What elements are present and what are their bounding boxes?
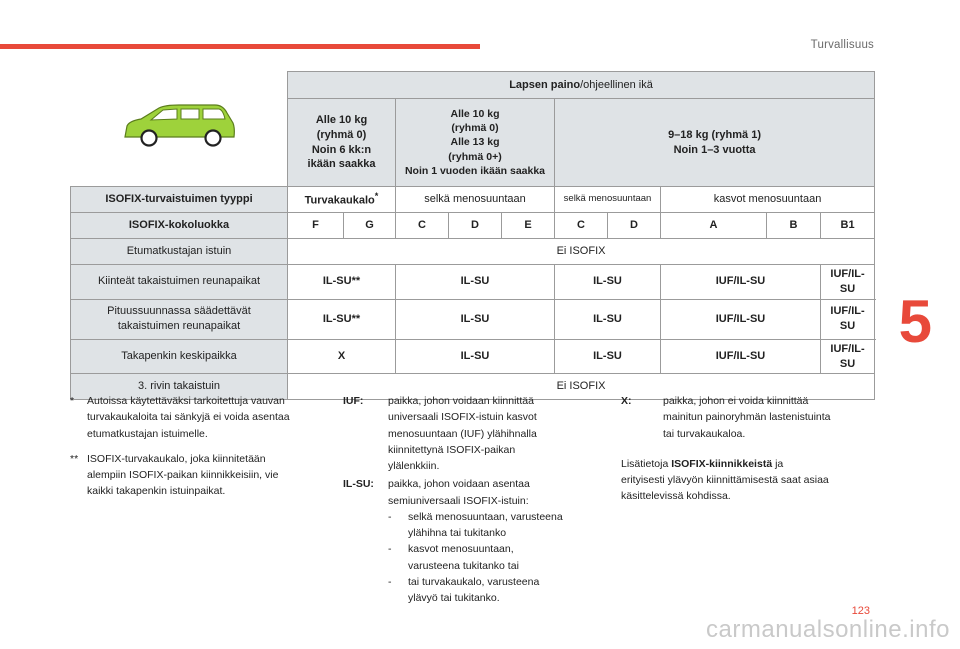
weight-group-line: 9–18 kg (ryhmä 1) (668, 128, 761, 141)
weight-group-line: (ryhmä 0) (316, 128, 367, 141)
seat-label: Kiinteät takaistuimen reunapaikat (71, 265, 288, 300)
footnote-line: alempiin ISOFIX-paikan kiinnikkeisiin, vie (87, 469, 279, 482)
legend-line: tai turvakaukaloa. (663, 427, 746, 440)
legend-line: ylähihna tai tukitanko (408, 527, 507, 540)
size-cell: C (396, 213, 449, 239)
size-cell: D (608, 213, 661, 239)
legend-ilsu-label: IL-SU: (343, 478, 374, 491)
size-cell: D (449, 213, 502, 239)
seat-value: IL-SU (555, 299, 661, 339)
type-carrycot-mark: * (374, 191, 379, 202)
seat-value: IL-SU (396, 339, 555, 374)
size-cell: C (555, 213, 608, 239)
footnote-line: etumatkustajan istuimelle. (87, 427, 208, 440)
seat-label-line: takaistuimen reunapaikat (117, 320, 241, 333)
size-row-label: ISOFIX-kokoluokka (71, 213, 288, 239)
section-title: Turvallisuus (810, 39, 874, 51)
more-info (621, 456, 866, 505)
size-cell: B (767, 213, 821, 239)
footnote-line: ISOFIX-turvakaukalo, joka kiinnitetään (87, 452, 266, 465)
legend-line: kiinnitettynä ISOFIX-paikan (388, 443, 516, 456)
watermark: carmanualsonline.info (706, 616, 950, 643)
car-illustration-cell (71, 72, 288, 187)
type-carrycot-text: Turvakaukalo (304, 194, 375, 207)
page-number: 123 (851, 605, 870, 617)
weight-group-line: Alle 10 kg (315, 113, 368, 126)
more-info-bold: ISOFIX-kiinnikkeistä (671, 457, 773, 470)
footnote-1-mark: * (70, 395, 75, 407)
legend-line: selkä menosuuntaan, varusteena (408, 510, 563, 523)
weight-group-2 (555, 99, 875, 187)
top-accent-bar (0, 44, 480, 49)
seat-label (71, 299, 288, 339)
size-cell: G (344, 213, 396, 239)
seat-value: IUF/IL-SU (661, 299, 821, 339)
seat-value: IUF/IL-SU (821, 265, 875, 300)
legend-line: paikka, johon ei voida kiinnittää (663, 395, 809, 407)
more-info-post: ja (772, 457, 784, 470)
seat-value: IL-SU (396, 299, 555, 339)
weight-header (288, 72, 875, 99)
legend-middle (343, 393, 598, 606)
seat-label-line: Pituussuunnassa säädettävät (107, 305, 251, 318)
footnote-2 (70, 451, 330, 500)
car-icon (119, 101, 239, 151)
type-rear-facing-1: selkä menosuuntaan (396, 187, 555, 213)
weight-header-rest: /ohjeellinen ikä (580, 78, 653, 91)
legend-line: mainitun painoryhmän lastenistuinta (663, 411, 831, 424)
isofix-table (70, 71, 875, 400)
legend-ilsu (343, 476, 598, 606)
seat-label: Etumatkustajan istuin (71, 239, 288, 265)
footnote-2-mark: ** (70, 452, 79, 465)
seat-value-span: Ei ISOFIX (288, 239, 875, 265)
footnote-line: turvakaukaloita tai sänkyjä ei voida asentaa (87, 411, 290, 424)
legend-line: ylävyö tai tukitanko. (408, 592, 500, 605)
weight-group-line: Noin 1–3 vuotta (673, 143, 756, 156)
dash-marker: - (388, 575, 392, 588)
legend-line: tai turvakaukalo, varusteena (408, 575, 540, 588)
legend-line: paikka, johon voidaan kiinnittää (388, 395, 534, 407)
legend-line: ylälenkkiin. (388, 460, 440, 473)
weight-group-line: Noin 1 vuoden ikään saakka (404, 164, 546, 177)
more-info-line (621, 456, 866, 472)
size-cell: B1 (821, 213, 875, 239)
weight-group-line: (ryhmä 0+) (448, 150, 502, 163)
seat-value: IUF/IL-SU (821, 339, 875, 374)
more-info-line: erityisesti ylävyön kiinnittämisestä saat asiaa (621, 474, 829, 487)
legend-iuf-label: IUF: (343, 395, 364, 407)
seat-label: Takapenkin keskipaikka (71, 339, 288, 374)
seat-value: X (288, 339, 396, 374)
weight-group-0 (288, 99, 396, 187)
seat-label: 3. rivin takaistuin (71, 374, 288, 400)
legend-line: paikka, johon voidaan asentaa (388, 478, 530, 491)
weight-group-line: ikään saakka (307, 158, 376, 171)
size-cell: F (288, 213, 344, 239)
weight-group-1 (396, 99, 555, 187)
type-carrycot (288, 187, 396, 213)
seat-value: IL-SU (555, 339, 661, 374)
legend-x-label: X: (621, 395, 632, 407)
dash-marker: - (388, 543, 392, 556)
seat-value: IUF/IL-SU (661, 339, 821, 374)
legend-right (621, 393, 866, 505)
footnotes (70, 393, 330, 500)
dash-marker: - (388, 510, 392, 523)
legend-iuf (343, 393, 598, 474)
weight-group-line: Noin 6 kk:n (311, 143, 372, 156)
legend-line: menosuuntaan (IUF) ylähihnalla (388, 427, 537, 440)
size-cell: A (661, 213, 767, 239)
legend-line: semiuniversaali ISOFIX-istuin: (388, 494, 529, 507)
seat-value-span: Ei ISOFIX (288, 374, 875, 400)
type-forward-facing: kasvot menosuuntaan (661, 187, 875, 213)
legend-ilsu-item (388, 574, 598, 607)
footnote-1 (70, 393, 330, 442)
legend-line: universaali ISOFIX-istuin kasvot (388, 411, 537, 424)
more-info-pre: Lisätietoja (621, 457, 672, 470)
legend-x (621, 393, 866, 442)
footnote-line: Autoissa käytettäväksi tarkoitettuja vauvan (87, 395, 285, 407)
seat-value: IL-SU (555, 265, 661, 300)
seat-value: IL-SU (396, 265, 555, 300)
footnote-line: kaikki takapenkin istuinpaikat. (87, 485, 226, 498)
legend-ilsu-item (388, 509, 598, 542)
weight-group-line: Alle 10 kg (450, 108, 500, 121)
legend-line: kasvot menosuuntaan, (408, 543, 514, 556)
type-row-label: ISOFIX-turvaistuimen tyyppi (71, 187, 288, 213)
type-rear-facing-2: selkä menosuuntaan (555, 187, 661, 213)
weight-group-line: Alle 13 kg (450, 136, 500, 149)
legend-ilsu-item (388, 541, 598, 574)
more-info-line: käsittelevissä kohdissa. (621, 490, 731, 503)
weight-group-line: (ryhmä 0) (451, 122, 499, 135)
legend-line: varusteena tukitanko tai (408, 559, 519, 572)
size-cell: E (502, 213, 555, 239)
seat-value: IUF/IL-SU (821, 299, 875, 339)
seat-value: IL-SU** (288, 265, 396, 300)
seat-value: IL-SU** (288, 299, 396, 339)
weight-header-bold: Lapsen paino (509, 78, 581, 91)
chapter-number: 5 (898, 288, 932, 355)
seat-value: IUF/IL-SU (661, 265, 821, 300)
